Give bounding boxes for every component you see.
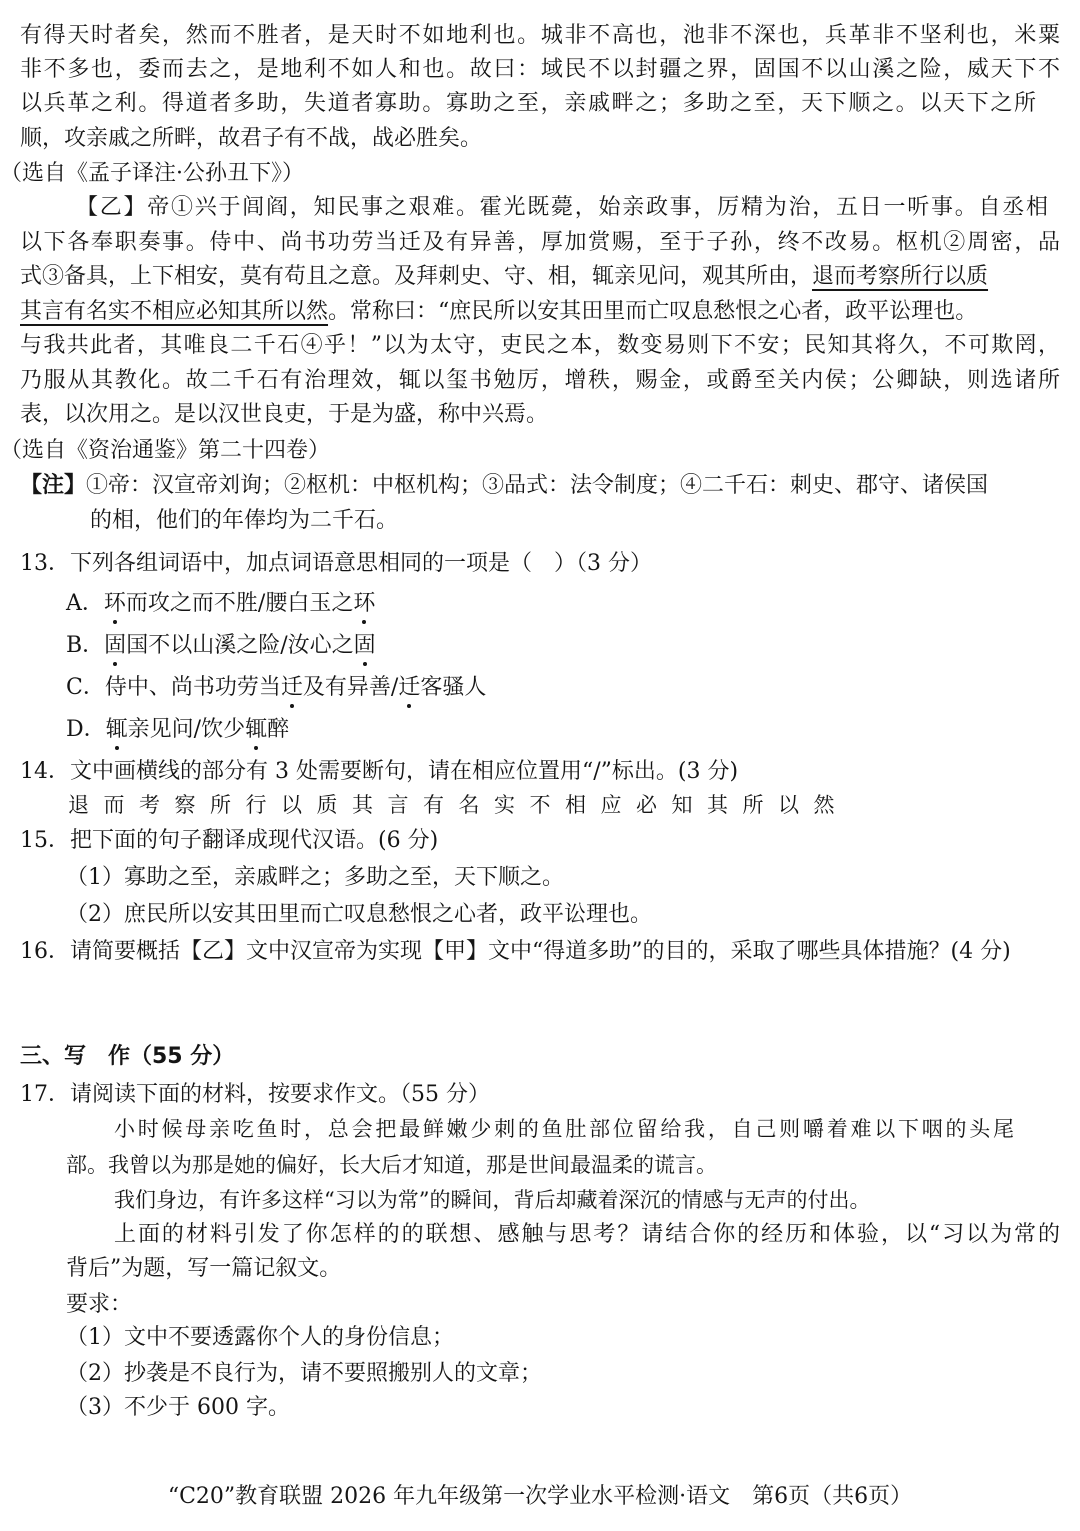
q15-sentence-2: （2）庶民所以安其田里而亡叹息愁恨之心者，政平讼理也。 — [66, 902, 652, 927]
passage-a-line-1: 有得天时者矣，然而不胜者，是天时不如地利也。城非不高也，池非不深也，兵革非不坚利也，米粟 — [20, 23, 1060, 48]
material-line-4: 上面的材料引发了你怎样的的联想、感触与思考？请结合你的经历和体验，以“习以为常的 — [114, 1222, 1061, 1247]
option-letter: D． — [66, 717, 106, 742]
passage-b-line-3-text: 式③备具，上下相安，莫有苟且之意。及拜刺史、守、相，辄亲见问，观其所由， — [20, 264, 813, 289]
passage-b-line-4-text: 。常称曰：“庶民所以安其田里而亡叹息愁恨之心者，政平讼理也。 — [328, 299, 978, 324]
passage-a-line-4: 顺，攻亲戚之所畔，故君子有不战，战必胜矣。 — [20, 126, 483, 151]
dotted-word: 辄 — [106, 715, 128, 745]
note-line-2: 的相，他们的年俸均为二千石。 — [90, 508, 399, 533]
option-text: 亲见问/饮少 — [127, 717, 246, 742]
option-letter: C． — [66, 675, 105, 700]
material-line-5: 背后”为题，写一篇记叙文。 — [66, 1256, 342, 1281]
requirement-1: （1）文中不要透露你个人的身份信息； — [66, 1325, 454, 1350]
q13-option-d — [66, 715, 289, 745]
q14-sentence: 退而考察所行以质其言有名实不相应必知其所以然 — [68, 793, 849, 817]
passage-b-line-4 — [20, 297, 1060, 327]
q13-option-c — [66, 673, 486, 703]
dotted-word: 固 — [354, 631, 376, 661]
passage-b-line-3 — [20, 262, 1060, 292]
option-text: 侍中、尚书功劳当 — [104, 675, 281, 700]
q13-stem: 13．下列各组词语中，加点词语意思相同的一项是（ ）（3 分） — [20, 551, 652, 576]
requirement-2: （2）抄袭是不良行为，请不要照搬别人的文章； — [66, 1361, 542, 1386]
dotted-word: 辄 — [245, 715, 267, 745]
option-text: 客骚人 — [420, 675, 487, 700]
passage-b-source: （选自《资治通鉴》第二十四卷） — [0, 438, 331, 463]
dotted-word: 环 — [104, 589, 126, 619]
note-label: 【注】 — [20, 473, 87, 498]
passage-b-line-5: 与我共此者，其唯良二千石④乎！”以为太守，吏民之本，数变易则下不安；民知其将久，不可欺罔， — [20, 333, 1060, 358]
q15-sentence-1: （1）寡助之至，亲戚畔之；多助之至，天下顺之。 — [66, 865, 564, 890]
passage-a-line-3: 以兵革之利。得道者多助，失道者寡助。寡助之至，亲戚畔之；多助之至，天下顺之。以天下之所 — [20, 91, 1036, 116]
option-text: 醉 — [267, 717, 290, 742]
passage-b-line-7: 表，以次用之。是以汉世良吏，于是为盛，称中兴焉。 — [20, 402, 549, 427]
underlined-phrase-part-2: 其言有名实不相应必知其所以然 — [20, 299, 329, 324]
material-line-1: 小时候母亲吃鱼时，总会把最鲜嫩少刺的鱼肚部位留给我，自己则嚼着难以下咽的头尾 — [114, 1117, 1014, 1141]
dotted-word: 迁 — [398, 673, 420, 703]
q16-stem: 16．请简要概括【乙】文中汉宣帝为实现【甲】文中“得道多助”的目的，采取了哪些具体措施？(4 分) — [20, 939, 1011, 964]
passage-b-line-6: 乃服从其教化。故二千石有治理效，辄以玺书勉厉，增秩，赐金，或爵至关内侯；公卿缺，则选诸所 — [20, 368, 1060, 393]
note-text-1: ①帝：汉宣帝刘询；②枢机：中枢机构；③品式：法令制度；④二千石：刺史、郡守、诸侯国 — [86, 473, 989, 498]
option-letter: B． — [66, 633, 105, 658]
passage-b-line-1: 【乙】帝①兴于闾阎，知民事之艰难。霍光既薨，始亲政事，厉精为治，五日一听事。自丞相 — [76, 195, 1048, 220]
q14-stem: 14．文中画横线的部分有 3 处需要断句，请在相应位置用“/”标出。(3 分) — [20, 759, 739, 784]
option-text: 及有异善/ — [302, 675, 399, 700]
q13-option-a — [66, 589, 375, 619]
passage-a-source: （选自《孟子译注·公孙丑下》） — [0, 161, 304, 186]
underlined-phrase-part-1: 退而考察所行以质 — [812, 264, 989, 289]
passage-b-line-2: 以下各奉职奏事。侍中、尚书功劳当迁及有异善，厚加赏赐，至于子孙，终不改易。枢机②周密，品 — [20, 230, 1060, 255]
material-line-2: 部。我曾以为那是她的偏好，长大后才知道，那是世间最温柔的谎言。 — [66, 1153, 717, 1177]
option-text: 国不以山溪之险/汝心之 — [126, 633, 354, 658]
requirements-label: 要求： — [66, 1292, 133, 1317]
dotted-word: 迁 — [281, 673, 303, 703]
requirement-3: （3）不少于 600 字。 — [66, 1395, 290, 1420]
page-footer: “C20”教育联盟 2026 年九年级第一次学业水平检测·语文 第6页（共6页） — [167, 1484, 913, 1509]
passage-a-line-2: 非不多也，委而去之，是地利不如人和也。故曰：域民不以封疆之界，固国不以山溪之险，威天下不 — [20, 57, 1060, 82]
q13-option-b — [66, 631, 376, 661]
writing-section-heading: 三、写 作（55 分） — [20, 1044, 235, 1069]
dotted-word: 固 — [104, 631, 126, 661]
option-text: 而攻之而不胜/腰白玉之 — [125, 591, 354, 616]
dotted-word: 环 — [353, 589, 375, 619]
note-line-1 — [20, 471, 1060, 501]
q17-stem: 17．请阅读下面的材料，按要求作文。（55 分） — [20, 1082, 490, 1107]
q15-stem: 15．把下面的句子翻译成现代汉语。(6 分) — [20, 828, 439, 853]
material-line-3: 我们身边，有许多这样“习以为常”的瞬间，背后却藏着深沉的情感与无声的付出。 — [114, 1188, 871, 1212]
option-letter: A． — [66, 591, 104, 616]
